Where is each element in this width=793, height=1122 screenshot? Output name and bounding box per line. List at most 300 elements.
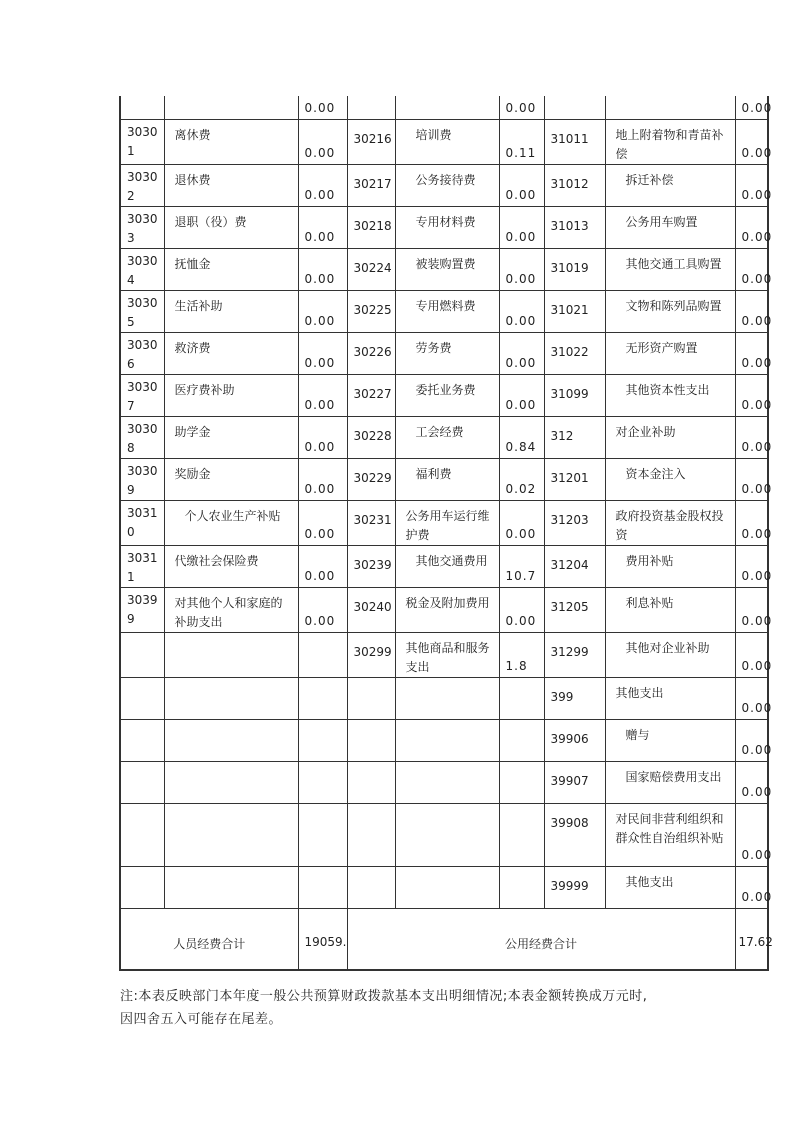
name-cell xyxy=(605,416,735,458)
amount-text: 0.00 xyxy=(304,397,336,412)
amount-cell xyxy=(735,374,773,416)
code-cell xyxy=(544,632,605,677)
public-total-label-cell xyxy=(347,908,735,970)
amount-cell xyxy=(735,248,773,290)
code-text: 30228 xyxy=(353,428,392,443)
name-text xyxy=(165,678,298,684)
code-cell xyxy=(347,332,395,374)
code-text: 30299 xyxy=(353,644,392,659)
name-text: 专用材料费 xyxy=(415,214,476,229)
code-text xyxy=(121,804,164,807)
amount-text: 0.00 xyxy=(741,355,773,370)
code-cell xyxy=(347,866,395,908)
amount-text: 0.00 xyxy=(304,613,336,628)
amount-cell xyxy=(298,761,347,803)
code-text: 30310 xyxy=(127,505,158,539)
code-cell xyxy=(120,119,164,164)
name-cell xyxy=(395,332,499,374)
name-cell xyxy=(605,96,735,119)
name-text: 其他商品和服务支出 xyxy=(405,640,490,674)
code-text: 39908 xyxy=(550,815,589,830)
name-text: 其他资本性支出 xyxy=(625,382,710,397)
name-cell xyxy=(395,677,499,719)
amount-cell xyxy=(298,416,347,458)
code-text xyxy=(348,804,395,814)
amount-cell xyxy=(499,866,544,908)
code-cell xyxy=(120,500,164,545)
amount-cell xyxy=(298,290,347,332)
code-cell xyxy=(347,416,395,458)
code-cell xyxy=(544,374,605,416)
code-text xyxy=(121,678,164,681)
code-text: 30308 xyxy=(127,421,158,455)
amount-text: 0.00 xyxy=(741,481,773,496)
amount-cell xyxy=(735,458,773,500)
amount-cell xyxy=(298,545,347,587)
code-cell xyxy=(544,119,605,164)
name-text xyxy=(165,720,298,726)
code-text: 30309 xyxy=(127,463,158,497)
amount-cell xyxy=(298,500,347,545)
code-cell xyxy=(544,866,605,908)
amount-text: 0.00 xyxy=(741,313,773,328)
code-cell xyxy=(120,290,164,332)
amount-text: 0.00 xyxy=(505,313,537,328)
table-row xyxy=(120,632,768,677)
code-cell xyxy=(120,587,164,632)
name-cell xyxy=(395,545,499,587)
amount-text: 0.00 xyxy=(304,568,336,583)
amount-text: 0.00 xyxy=(304,271,336,286)
code-text: 31021 xyxy=(550,302,589,317)
code-text: 30217 xyxy=(353,176,392,191)
name-cell xyxy=(605,374,735,416)
amount-text: 0.00 xyxy=(741,568,773,583)
code-text: 39906 xyxy=(550,731,589,746)
name-cell xyxy=(395,164,499,206)
name-text: 其他支出 xyxy=(615,685,664,700)
code-cell xyxy=(544,761,605,803)
amount-text: 0.00 xyxy=(304,526,336,541)
public-total-label: 公用经费合计 xyxy=(504,936,577,951)
code-cell xyxy=(544,677,605,719)
amount-cell xyxy=(735,500,773,545)
name-text: 生活补助 xyxy=(174,298,223,313)
code-text: 30231 xyxy=(353,512,392,527)
name-text: 公务用车购置 xyxy=(625,214,698,229)
footnote-line-2: 因四舍五入可能存在尾差。 xyxy=(120,1012,283,1027)
amount-cell xyxy=(735,719,773,761)
name-cell xyxy=(164,458,298,500)
amount-text: 0.00 xyxy=(505,526,537,541)
amount-cell: 0.00 xyxy=(298,96,347,119)
amount-text: 0.00 xyxy=(304,187,336,202)
name-cell xyxy=(164,290,298,332)
code-cell xyxy=(120,332,164,374)
code-cell xyxy=(120,458,164,500)
table-row-top xyxy=(120,96,768,119)
name-text xyxy=(396,867,499,873)
code-cell xyxy=(120,374,164,416)
amount-cell xyxy=(499,119,544,164)
amount-cell xyxy=(499,374,544,416)
name-text: 其他交通费用 xyxy=(415,553,488,568)
table-row xyxy=(120,587,768,632)
code-cell xyxy=(347,458,395,500)
amount-text: 0.00 xyxy=(304,313,336,328)
name-cell xyxy=(605,677,735,719)
code-text: 30307 xyxy=(127,379,158,413)
amount-cell xyxy=(499,500,544,545)
name-text: 赠与 xyxy=(625,727,650,742)
name-cell xyxy=(395,290,499,332)
code-text: 30399 xyxy=(127,592,158,626)
name-text: 利息补贴 xyxy=(625,595,674,610)
amount-text: 0.00 xyxy=(741,613,773,628)
amount-cell xyxy=(735,587,773,632)
table-row xyxy=(120,119,768,164)
code-text: 30304 xyxy=(127,253,158,287)
amount-text: 0.00 xyxy=(741,700,773,715)
code-text xyxy=(348,678,395,688)
code-text: 30301 xyxy=(127,124,158,158)
code-cell xyxy=(120,416,164,458)
name-text: 对民间非营利组织和群众性自治组织补贴 xyxy=(615,811,724,845)
name-cell xyxy=(164,587,298,632)
amount-cell xyxy=(298,803,347,866)
code-cell xyxy=(347,632,395,677)
table-row xyxy=(120,458,768,500)
code-text: 399 xyxy=(550,689,574,704)
name-text xyxy=(165,633,298,639)
code-cell xyxy=(544,332,605,374)
name-text: 费用补贴 xyxy=(625,553,674,568)
code-cell xyxy=(120,677,164,719)
name-cell xyxy=(605,500,735,545)
amount-text: 0.84 xyxy=(505,439,537,454)
code-text: 30224 xyxy=(353,260,392,275)
name-text: 国家赔偿费用支出 xyxy=(625,769,722,784)
amount-text: 0.00 xyxy=(741,742,773,757)
code-cell xyxy=(120,248,164,290)
table-row xyxy=(120,677,768,719)
amount-cell xyxy=(735,803,773,866)
name-cell xyxy=(605,803,735,866)
code-text: 30311 xyxy=(127,550,158,584)
name-cell xyxy=(605,866,735,908)
amount-cell xyxy=(735,164,773,206)
code-text: 30216 xyxy=(353,131,392,146)
name-cell xyxy=(605,119,735,164)
code-text: 30302 xyxy=(127,169,158,203)
table-row xyxy=(120,164,768,206)
name-cell xyxy=(164,332,298,374)
amount-text: 0.00 xyxy=(505,397,537,412)
code-cell xyxy=(544,96,605,119)
table-row xyxy=(120,545,768,587)
code-cell xyxy=(544,587,605,632)
code-cell xyxy=(120,206,164,248)
code-text: 30239 xyxy=(353,557,392,572)
amount-cell xyxy=(735,632,773,677)
code-text: 30306 xyxy=(127,337,158,371)
name-cell xyxy=(164,719,298,761)
name-text: 地上附着物和青苗补偿 xyxy=(615,127,724,161)
code-text xyxy=(348,762,395,772)
code-text: 31204 xyxy=(550,557,589,572)
amount-cell xyxy=(735,119,773,164)
table-row xyxy=(120,500,768,545)
code-text xyxy=(121,867,164,870)
amount-text: 0.00 xyxy=(741,526,773,541)
code-cell xyxy=(347,206,395,248)
name-cell xyxy=(395,866,499,908)
code-cell xyxy=(544,719,605,761)
code-cell xyxy=(347,803,395,866)
amount-cell xyxy=(735,866,773,908)
name-cell xyxy=(395,458,499,500)
code-text: 31011 xyxy=(550,131,589,146)
personnel-total-amount-cell xyxy=(298,908,347,970)
name-text: 个人农业生产补贴 xyxy=(184,508,281,523)
amount-text: 0.00 xyxy=(741,784,773,799)
amount-cell xyxy=(298,587,347,632)
amount-text: 0.00 xyxy=(505,613,537,628)
amount-text: 0.00 xyxy=(505,187,537,202)
amount-text: 0.00 xyxy=(304,229,336,244)
name-cell xyxy=(395,374,499,416)
amount-cell xyxy=(298,458,347,500)
amount-cell xyxy=(499,290,544,332)
name-text: 其他对企业补助 xyxy=(625,640,710,655)
amount-cell xyxy=(499,632,544,677)
name-text: 劳务费 xyxy=(415,340,452,355)
name-cell xyxy=(395,632,499,677)
code-text xyxy=(121,633,164,636)
name-text: 救济费 xyxy=(174,340,211,355)
name-cell xyxy=(605,545,735,587)
name-text: 专用燃料费 xyxy=(415,298,476,313)
totals-row xyxy=(120,908,768,970)
amount-cell xyxy=(735,677,773,719)
code-cell xyxy=(347,164,395,206)
code-text: 30218 xyxy=(353,218,392,233)
table-row xyxy=(120,761,768,803)
code-cell xyxy=(120,96,164,119)
name-cell xyxy=(605,164,735,206)
code-text: 30229 xyxy=(353,470,392,485)
code-cell xyxy=(544,248,605,290)
name-cell xyxy=(605,248,735,290)
amount-cell: 0.00 xyxy=(499,96,544,119)
amount-text: 0.00 xyxy=(304,355,336,370)
amount-cell xyxy=(298,677,347,719)
name-text: 委托业务费 xyxy=(415,382,476,397)
code-cell xyxy=(347,545,395,587)
code-text xyxy=(121,762,164,765)
name-cell xyxy=(605,332,735,374)
amount-cell xyxy=(735,416,773,458)
code-text: 31205 xyxy=(550,599,589,614)
amount-cell xyxy=(298,866,347,908)
amount-text: 0.00 xyxy=(741,187,773,202)
name-cell xyxy=(164,803,298,866)
name-cell xyxy=(395,96,499,119)
amount-cell xyxy=(499,587,544,632)
amount-text: 0.00 xyxy=(741,397,773,412)
amount-cell xyxy=(298,206,347,248)
name-cell xyxy=(605,587,735,632)
public-total-amount-cell xyxy=(735,908,773,970)
amount-text: 0.00 xyxy=(741,271,773,286)
code-text: 39907 xyxy=(550,773,589,788)
name-cell xyxy=(164,761,298,803)
name-text: 代缴社会保险费 xyxy=(174,553,259,568)
amount-text: 0.00 xyxy=(505,271,537,286)
code-cell xyxy=(544,290,605,332)
amount-cell xyxy=(735,290,773,332)
amount-cell xyxy=(499,206,544,248)
name-cell xyxy=(395,803,499,866)
code-text: 30225 xyxy=(353,302,392,317)
amount-text: 0.00 xyxy=(741,229,773,244)
amount-cell: 0.00 xyxy=(735,96,768,119)
name-cell xyxy=(164,119,298,164)
amount-text: 0.00 xyxy=(505,229,537,244)
amount-text: 0.00 xyxy=(741,658,773,673)
amount-cell xyxy=(499,677,544,719)
name-text: 助学金 xyxy=(174,424,211,439)
code-text xyxy=(348,867,395,877)
amount-cell xyxy=(735,206,773,248)
table-row xyxy=(120,332,768,374)
name-text: 医疗费补助 xyxy=(174,382,235,397)
amount-text: 0.00 xyxy=(505,355,537,370)
code-cell xyxy=(347,96,395,119)
name-cell xyxy=(395,248,499,290)
amount-cell xyxy=(499,332,544,374)
table-row xyxy=(120,866,768,908)
amount-cell xyxy=(499,248,544,290)
name-cell xyxy=(605,632,735,677)
name-cell xyxy=(395,119,499,164)
name-cell xyxy=(164,545,298,587)
amount-text: 10.7 xyxy=(505,568,537,583)
amount-cell xyxy=(298,248,347,290)
code-text xyxy=(348,720,395,730)
name-text xyxy=(396,720,499,726)
amount-cell xyxy=(298,332,347,374)
code-cell xyxy=(544,803,605,866)
name-text: 被装购置费 xyxy=(415,256,476,271)
name-text: 拆迁补偿 xyxy=(625,172,674,187)
amount-text: 0.00 xyxy=(304,145,336,160)
code-cell xyxy=(544,458,605,500)
name-text: 退职（役）费 xyxy=(174,214,247,229)
name-text xyxy=(165,762,298,768)
name-text: 工会经费 xyxy=(415,424,464,439)
amount-cell xyxy=(298,374,347,416)
amount-text: 0.00 xyxy=(304,439,336,454)
amount-cell xyxy=(298,164,347,206)
table-row xyxy=(120,206,768,248)
code-cell xyxy=(347,248,395,290)
amount-text: 0.02 xyxy=(505,481,537,496)
amount-cell xyxy=(735,332,773,374)
name-cell xyxy=(164,500,298,545)
name-text xyxy=(396,804,499,810)
footnote xyxy=(120,985,760,1031)
name-text: 培训费 xyxy=(415,127,452,142)
code-text: 30226 xyxy=(353,344,392,359)
code-text: 31013 xyxy=(550,218,589,233)
code-cell xyxy=(347,119,395,164)
name-text: 福利费 xyxy=(415,466,452,481)
name-cell xyxy=(605,206,735,248)
code-cell xyxy=(544,164,605,206)
name-cell xyxy=(164,248,298,290)
name-text: 政府投资基金股权投资 xyxy=(615,508,724,542)
code-text: 31203 xyxy=(550,512,589,527)
code-cell xyxy=(120,164,164,206)
name-cell xyxy=(164,416,298,458)
table-row xyxy=(120,290,768,332)
table-row xyxy=(120,416,768,458)
name-cell xyxy=(395,761,499,803)
name-cell xyxy=(605,761,735,803)
code-text: 30227 xyxy=(353,386,392,401)
amount-cell xyxy=(298,719,347,761)
table-row xyxy=(120,719,768,761)
amount-cell xyxy=(499,803,544,866)
name-text: 其他交通工具购置 xyxy=(625,256,722,271)
footnote-line-1: 注:本表反映部门本年度一般公共预算财政拨款基本支出明细情况;本表金额转换成万元时, xyxy=(120,989,648,1004)
code-cell xyxy=(120,719,164,761)
name-text xyxy=(396,762,499,768)
table-row xyxy=(120,803,768,866)
name-cell xyxy=(395,587,499,632)
table-row xyxy=(120,248,768,290)
amount-cell xyxy=(499,545,544,587)
code-cell xyxy=(544,545,605,587)
name-cell xyxy=(395,206,499,248)
table-row xyxy=(120,374,768,416)
personnel-total-label-cell xyxy=(120,908,298,970)
name-text: 其他支出 xyxy=(625,874,674,889)
amount-cell xyxy=(499,416,544,458)
code-text xyxy=(121,720,164,723)
code-cell xyxy=(120,761,164,803)
name-text: 抚恤金 xyxy=(174,256,211,271)
name-cell xyxy=(164,164,298,206)
code-text: 31019 xyxy=(550,260,589,275)
name-text: 离休费 xyxy=(174,127,211,142)
code-cell xyxy=(347,290,395,332)
code-text: 31299 xyxy=(550,644,589,659)
public-total-amount: 17.62 xyxy=(738,934,773,949)
name-text: 对其他个人和家庭的补助支出 xyxy=(174,595,283,629)
amount-text: 0.00 xyxy=(304,481,336,496)
personnel-total-amount: 19059. xyxy=(304,934,347,949)
amount-text: 0.00 xyxy=(741,145,773,160)
amount-cell xyxy=(298,632,347,677)
amount-text: 0.00 xyxy=(741,889,773,904)
code-cell xyxy=(347,761,395,803)
amount-cell xyxy=(298,119,347,164)
code-text: 30240 xyxy=(353,599,392,614)
name-cell xyxy=(164,677,298,719)
name-cell xyxy=(164,632,298,677)
